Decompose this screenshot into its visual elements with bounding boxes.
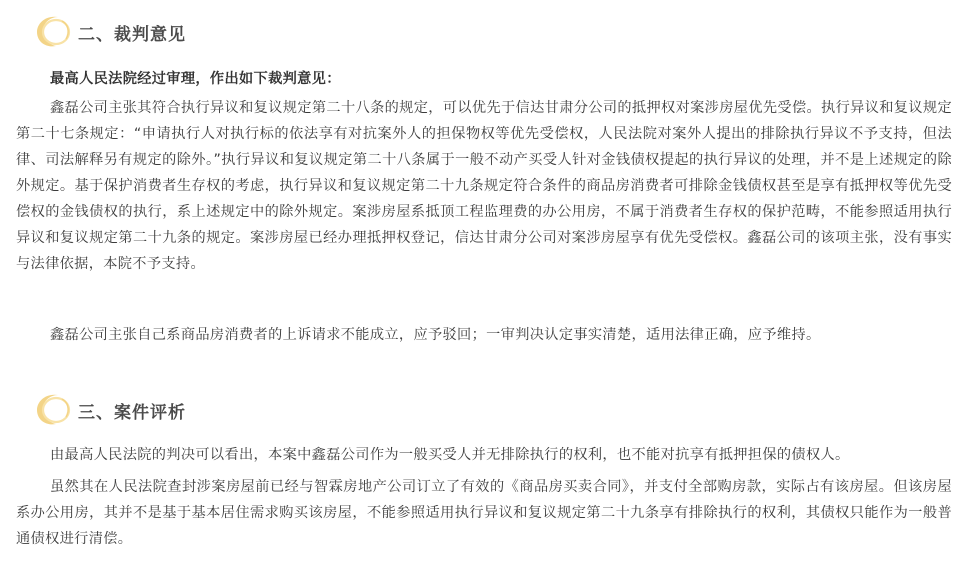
paragraph-reasoning: 鑫磊公司主张其符合执行异议和复议规定第二十八条的规定，可以优先于信达甘肃分公司的抵押权对案涉房屋优先受偿。执行异议和复议规定第二十七条规定：“申请执行人对执行标的依法享有对抗案外人的担保物权等优先受偿权，人民法院对案外人提出的排除执行异议不予支持，但法律、司法解释另有规定的除外。”执行异议和复议规定第二十八条属于一般不动产买受人针对金钱债权提起的执行异议的处理，并不是上述规定的除外规定。基于保护消费者生存权的考虑，执行异议和复议规定第二十九条规定符合条件的商品房消费者可排除金钱债权甚至是享有抵押权等优先受偿权的金钱债权的执行，系上述规定中的除外规定。案涉房屋系抵顶工程监理费的办公用房，不属于消费者生存权的保护范畴，不能参照适用执行异议和复议规定第二十九条的规定。案涉房屋已经办理抵押权登记，信达甘肃分公司对案涉房屋享有优先受偿权。鑫磊公司的该项主张，没有事实与法律依据，本院不予支持。	[16, 100, 952, 272]
section-title: 二、裁判意见	[78, 25, 186, 45]
paragraph-analysis-1: 由最高人民法院的判决可以看出，本案中鑫磊公司作为一般买受人并无排除执行的权利，也不能对抗享有抵押担保的债权人。	[50, 447, 850, 463]
gold-crescent-ring-icon	[32, 12, 76, 52]
paragraph-conclusion: 鑫磊公司主张自己系商品房消费者的上诉请求不能成立，应予驳回；一审判决认定事实清楚，适用法律正确，应予维持。	[50, 327, 821, 343]
gold-crescent-ring-icon	[32, 390, 76, 430]
paragraph-analysis-2: 虽然其在人民法院查封涉案房屋前已经与智霖房地产公司订立了有效的《商品房买卖合同》，并支付全部购房款，实际占有该房屋。但该房屋系办公用房，其并不是基于基本居住需求购买该房屋，不能参照适用执行异议和复议规定第二十九条享有排除执行的权利，其债权只能作为一般普通债权进行清偿。	[16, 479, 952, 547]
section-title: 三、案件评析	[78, 403, 186, 423]
paragraph-intro: 最高人民法院经过审理，作出如下裁判意见：	[50, 71, 341, 87]
